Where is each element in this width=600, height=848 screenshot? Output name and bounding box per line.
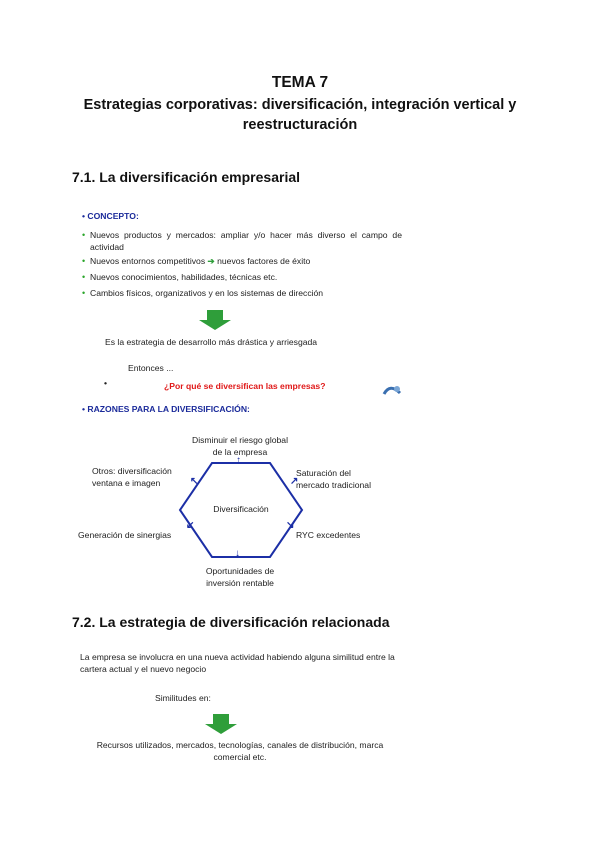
- razones-label: • RAZONES PARA LA DIVERSIFICACIÓN:: [82, 404, 250, 414]
- reason-lower-left: Generación de sinergias: [78, 530, 172, 540]
- list-item-text: Nuevos conocimientos, habilidades, técnicas etc.: [90, 272, 278, 282]
- reason-upper-right: [296, 467, 371, 491]
- reason-upper-left: [92, 465, 172, 489]
- strategy-statement: Es la estrategia de desarrollo más drástica y arriesgada: [105, 337, 318, 347]
- list-item-text: [90, 255, 402, 267]
- bullet-icon: •: [82, 288, 86, 298]
- page-subtitle: [0, 95, 600, 135]
- reason-upper-right-line1: Saturación del: [296, 468, 351, 478]
- similarities-list: [90, 739, 390, 763]
- list-item-text-part: Nuevos entornos competitivos: [90, 256, 206, 266]
- section-heading-1: 7.1. La diversificación empresarial: [72, 169, 301, 185]
- green-arrow-icon: ➔: [207, 256, 215, 266]
- concepto-label: • CONCEPTO:: [82, 211, 139, 221]
- similarities-line-2: comercial etc.: [213, 752, 267, 762]
- arrow-down-right-icon: ↘: [286, 520, 295, 531]
- reason-top-line2: de la empresa: [212, 447, 268, 457]
- down-arrow-icon: [198, 310, 232, 330]
- subtitle-line-2: reestructuración: [242, 117, 358, 133]
- subtitle-line-1: Estrategias corporativas: diversificación, integración vertical y: [83, 97, 517, 113]
- bullet-icon: •: [82, 256, 86, 266]
- definition-line-2: cartera actual y el nuevo negocio: [80, 664, 207, 674]
- reason-top-line1: Disminuir el riesgo global: [191, 435, 288, 445]
- arrow-up-icon: ↑: [236, 455, 241, 466]
- reason-lower-right: RYC excedentes: [296, 530, 361, 540]
- similitudes-label: Similitudes en:: [155, 693, 211, 703]
- definition-line-1: La empresa se involucra en una nueva actividad habiendo alguna similitud entre la: [80, 652, 395, 662]
- arrow-down-icon: ↓: [235, 548, 240, 559]
- list-item-text: Nuevos productos y mercados: ampliar y/o hacer más diverso el campo de actividad: [90, 230, 402, 252]
- entonces-text: Entonces ...: [128, 363, 174, 373]
- page-title: TEMA 7: [271, 74, 329, 91]
- section-heading-2: 7.2. La estrategia de diversificación relacionada: [72, 614, 390, 630]
- arrow-up-right-icon: ↗: [290, 476, 299, 487]
- reason-bottom-line1: Oportunidades de: [205, 566, 275, 576]
- similarities-line-1: Recursos utilizados, mercados, tecnologías, canales de distribución, marca: [96, 740, 384, 750]
- definition-paragraph: [80, 651, 395, 675]
- bullet-icon: •: [82, 230, 86, 240]
- list-item-text-part: nuevos factores de éxito: [217, 256, 311, 266]
- list-item-text: Cambios físicos, organizativos y en los sistemas de dirección: [90, 288, 324, 298]
- reason-bottom-line2: inversión rentable: [206, 578, 274, 588]
- bullet-icon: •: [82, 272, 86, 282]
- reason-top: [180, 434, 300, 458]
- down-arrow-icon: [204, 714, 238, 734]
- question-text: ¿Por qué se diversifican las empresas?: [164, 381, 326, 391]
- reason-upper-left-line1: Otros: diversificación: [92, 466, 172, 476]
- bullet-icon: •: [104, 378, 108, 388]
- decorative-icon: [382, 383, 402, 395]
- hexagon-center-label: Diversificación: [213, 504, 269, 514]
- reason-bottom: [180, 565, 300, 589]
- arrow-up-left-icon: ↖: [190, 476, 199, 487]
- reason-upper-left-line2: ventana e imagen: [92, 478, 161, 488]
- reason-upper-right-line2: mercado tradicional: [296, 480, 371, 490]
- arrow-down-left-icon: ↙: [186, 520, 195, 531]
